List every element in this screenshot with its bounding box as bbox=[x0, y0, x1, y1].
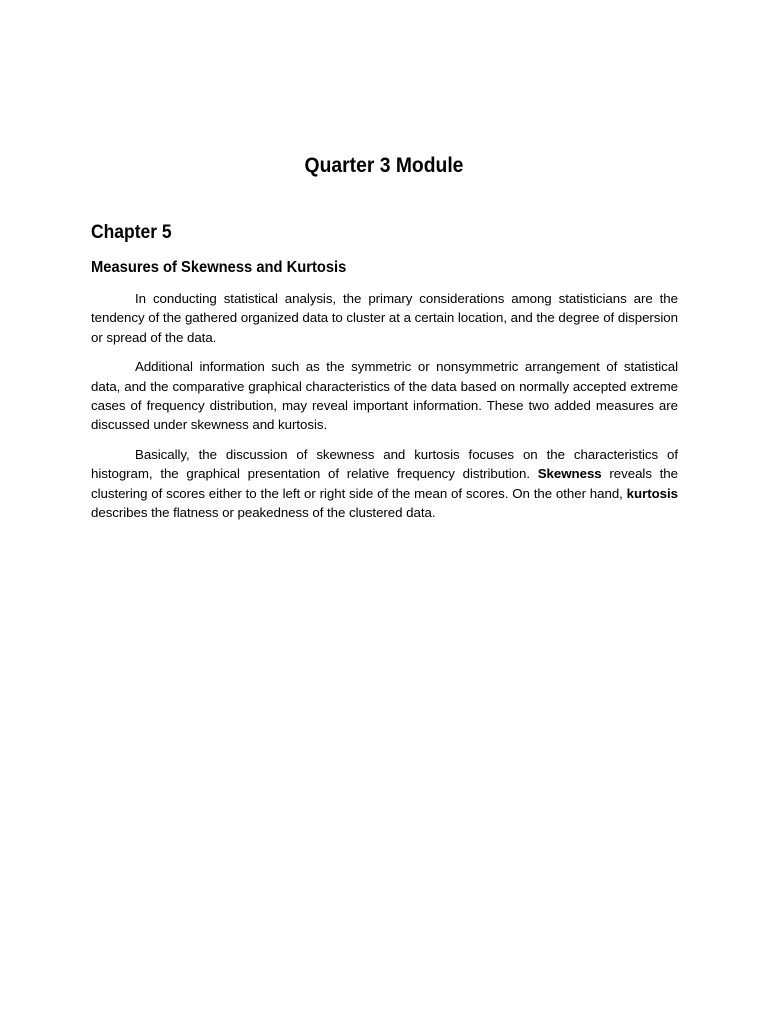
paragraph-3-text-c: describes the flatness or peakedness of the clustered data. bbox=[91, 505, 436, 521]
paragraph-3 bbox=[91, 445, 678, 523]
paragraph-1: In conducting statistical analysis, the primary considerations among statisticians are the tendency of the gathered organized data to cluster at a certain location, and the degree of dispersion or spread of the data. bbox=[91, 291, 678, 345]
paragraph-3-text-a: Basically, the discussion of skewness and kurtosis focuses on the characteristics of histogram, the graphical presentation of relative frequency distribution. bbox=[91, 446, 678, 482]
paragraph-3-text-b: reveals the clustering of scores either to the left or right side of the mean of scores. On the other hand, bbox=[91, 466, 678, 501]
kurtosis-term: kurtosis bbox=[626, 485, 678, 501]
module-title: Quarter 3 Module bbox=[304, 154, 464, 177]
skewness-term: Skewness bbox=[537, 466, 602, 482]
section-heading: Measures of Skewness and Kurtosis bbox=[91, 259, 347, 276]
chapter-heading: Chapter 5 bbox=[91, 222, 172, 243]
body-text bbox=[91, 289, 678, 532]
paragraph-2: Additional information such as the symmetric or nonsymmetric arrangement of statistical data, and the comparative graphical characteristics of the data based on normally accepted extreme cases of frequency distribution, may reveal important information. These two added measures are discussed under skewness and kurtosis. bbox=[91, 359, 678, 433]
